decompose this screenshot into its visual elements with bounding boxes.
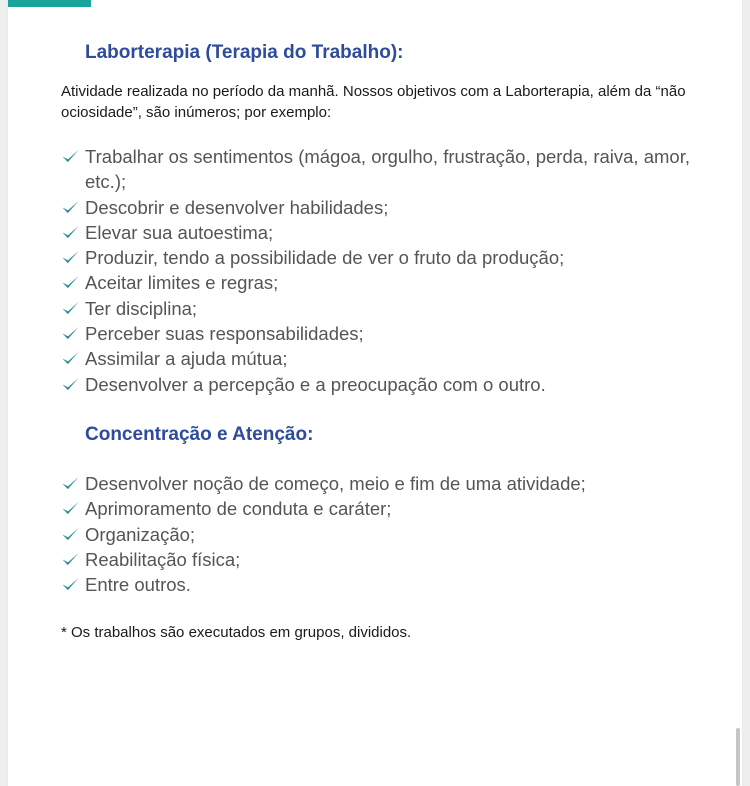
scrollbar-thumb[interactable] — [736, 728, 740, 786]
checkmark-icon — [61, 147, 80, 165]
list-item-text: Ter disciplina; — [85, 297, 198, 319]
list-item — [61, 547, 711, 572]
list-item — [61, 471, 711, 496]
list-item — [61, 270, 711, 295]
checkmark-icon — [61, 499, 80, 517]
list-item-text: Descobrir e desenvolver habilidades; — [85, 196, 389, 218]
list-item — [61, 245, 711, 270]
list-item — [61, 321, 711, 346]
list-item — [61, 346, 711, 371]
list-item-text: Desenvolver a percepção e a preocupação com o outro. — [85, 373, 546, 395]
checkmark-icon — [61, 273, 80, 291]
document-content — [61, 40, 711, 643]
checkmark-icon — [61, 299, 80, 317]
list-item — [61, 220, 711, 245]
list-item-text: Trabalhar os sentimentos (mágoa, orgulho, frustração, perda, raiva, amor, etc.); — [85, 146, 690, 193]
checkmark-icon — [61, 223, 80, 241]
list-item-text: Aprimoramento de conduta e caráter; — [85, 498, 392, 520]
checkmark-icon — [61, 349, 80, 367]
list-item — [61, 144, 711, 195]
footnote: * Os trabalhos são executados em grupos, divididos. — [61, 624, 412, 642]
list-item-text: Desenvolver noção de começo, meio e fim de uma atividade; — [85, 472, 586, 494]
checkmark-icon — [61, 375, 80, 393]
checkmark-icon — [61, 550, 80, 568]
list-item-text: Entre outros. — [85, 574, 191, 596]
list-item — [61, 195, 711, 220]
list-item — [61, 572, 711, 597]
list-item-text: Reabilitação física; — [85, 548, 241, 570]
accent-bar — [8, 0, 91, 7]
checkmark-icon — [61, 575, 80, 593]
section-title-concentracao: Concentração e Atenção: — [85, 423, 314, 445]
list-item-text: Organização; — [85, 523, 196, 545]
list-item — [61, 496, 711, 521]
list-item-text: Perceber suas responsabilidades; — [85, 323, 364, 345]
list-item-text: Assimilar a ajuda mútua; — [85, 348, 288, 370]
list-item-text: Produzir, tendo a possibilidade de ver o fruto da produção; — [85, 247, 565, 269]
list-item-text: Elevar sua autoestima; — [85, 221, 274, 243]
checkmark-icon — [61, 248, 80, 266]
checkmark-icon — [61, 474, 80, 492]
list-item — [61, 372, 711, 397]
list-item — [61, 296, 711, 321]
checkmark-icon — [61, 324, 80, 342]
concentracao-objectives-list — [61, 471, 711, 597]
laborterapia-objectives-list — [61, 144, 711, 397]
list-item-text: Aceitar limites e regras; — [85, 272, 279, 294]
checkmark-icon — [61, 525, 80, 543]
section-title-laborterapia: Laborterapia (Terapia do Trabalho): — [85, 42, 404, 63]
document-page — [8, 0, 742, 786]
list-item — [61, 522, 711, 547]
intro-paragraph: Atividade realizada no período da manhã. Nossos objetivos com a Laborterapia, além da “não ociosidade”, são inúmeros; por exemplo: — [61, 83, 686, 121]
checkmark-icon — [61, 198, 80, 216]
